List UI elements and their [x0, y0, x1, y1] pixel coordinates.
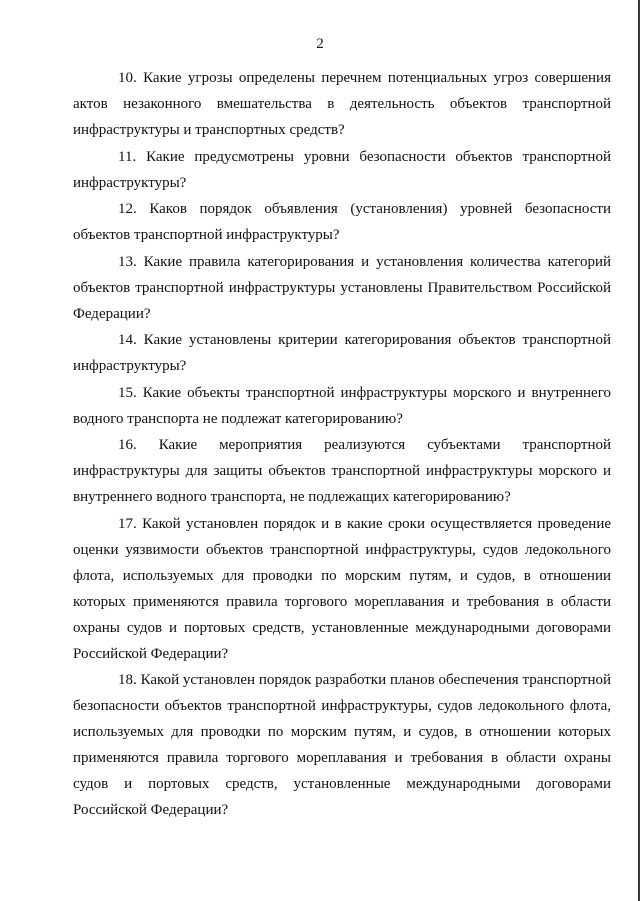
question-14: 14. Какие установлены критерии категорирования объектов транспортной инфраструктуры? [73, 332, 611, 374]
question-11: 11. Какие предусмотрены уровни безопасности объектов транспортной инфраструктуры? [73, 148, 611, 191]
question-12: 12. Каков порядок объявления (установления) уровней безопасности объектов транспортной инфраструктуры? [73, 201, 611, 243]
question-15: 15. Какие объекты транспортной инфраструктуры морского и внутреннего водного транспорта не подлежат категорированию? [73, 384, 611, 427]
question-list [73, 65, 611, 824]
question-13: 13. Какие правила категорирования и установления количества категорий объектов транспортной инфраструктуры установлены Правительством Российской Федерации? [73, 253, 611, 322]
question-17: 17. Какой установлен порядок и в какие сроки осуществляется проведение оценки уязвимости объектов транспортной инфраструктуры, судов ледокольного флота, используемых для проводки по морским путям, и судов, в отношении которых применяются правила торгового мореплавания и требования в области охраны судов и портовых средств, установленные международными договорами Российской Федерации? [73, 515, 611, 662]
question-16: 16. Какие мероприятия реализуются субъектами транспортной инфраструктуры для защиты объектов транспортной инфраструктуры морского и внутреннего водного транспорта, не подлежащих категорированию? [73, 437, 611, 505]
page-number: 2 [316, 36, 324, 52]
question-18: 18. Какой установлен порядок разработки планов обеспечения транспортной безопасности объектов транспортной инфраструктуры, судов ледокольного флота, используемых для проводки по морским путям, и судов, в отношении которых применяются правила торгового мореплавания и требования в области охраны судов и портовых средств, установленные международными договорами Российской Федерации? [73, 672, 611, 818]
question-10: 10. Какие угрозы определены перечнем потенциальных угроз совершения актов незаконного вмешательства в деятельность объектов транспортной инфраструктуры и транспортных средств? [73, 70, 611, 138]
